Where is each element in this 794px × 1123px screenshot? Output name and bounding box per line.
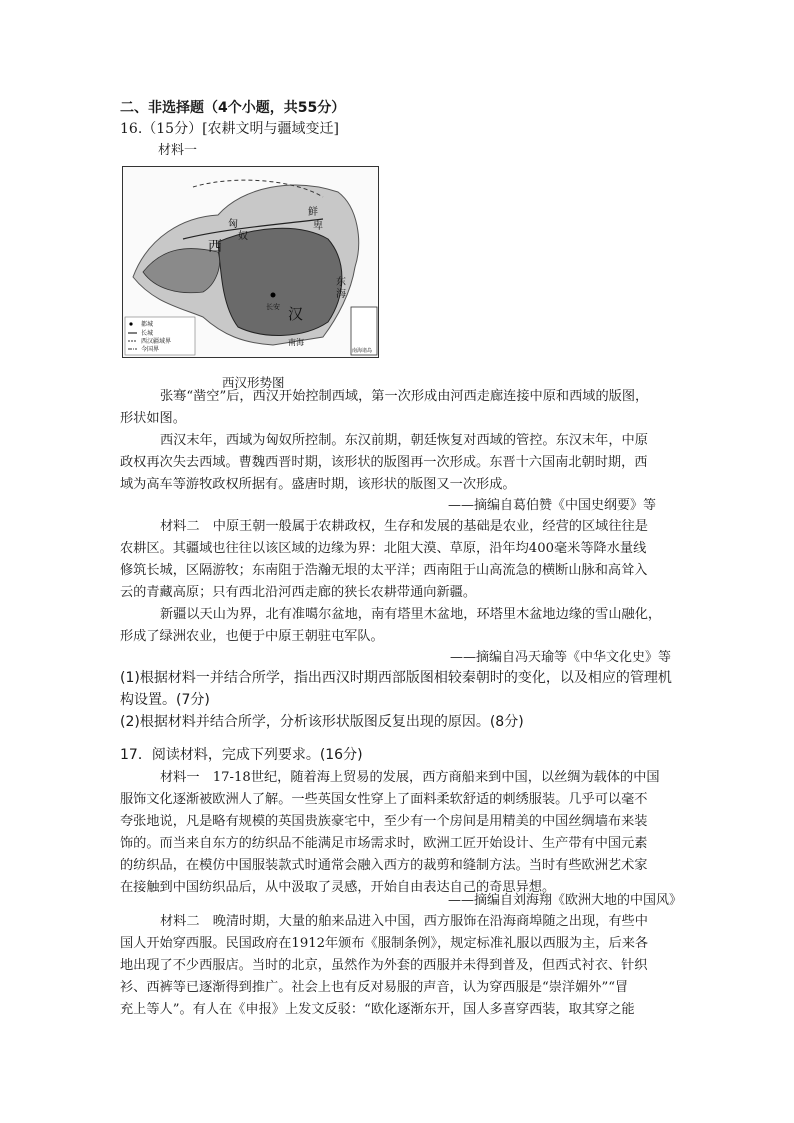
map-label-xianbei-1: 鲜 xyxy=(308,207,318,218)
text-line: 在接触到中国纺织品后，从中汲取了灵感，开始自由表达自己的奇思异想。 xyxy=(120,880,556,895)
text-line: 政权再次失去西域。曹魏西晋时期，该形状的版图再一次形成。东晋十六国南北朝时期，西 xyxy=(120,455,648,470)
text-line: 云的青藏高原；只有西北沿河西走廊的狭长农耕带通向新疆。 xyxy=(120,585,477,600)
map-label-han: 汉 xyxy=(288,305,304,323)
text-line: 域为高车等游牧政权所据有。盛唐时期，该形状的版图又一次形成。 xyxy=(120,477,516,492)
source-citation: ——摘编自葛伯赞《中国史纲要》等 xyxy=(448,498,657,513)
map-legend-item: 都城 xyxy=(141,321,154,328)
map-label-xiongnu-2: 奴 xyxy=(238,231,248,242)
text-line: 饰的。而当来自东方的纺织品不能满足市场需求时，欧洲工匠开始设计、生产带有中国元素 xyxy=(120,836,648,851)
question-16-title: 16.（15分）[农耕文明与疆域变迁] xyxy=(120,121,340,137)
section-title: 二、非选择题（4个小题，共55分） xyxy=(120,100,346,116)
question-17-title: 17．阅读材料，完成下列要求。(16分) xyxy=(120,747,363,763)
text-line: 地出现了不少西服店。当时的北京，虽然作为外套的西服并未得到普及，但西式衬衣、针织 xyxy=(120,958,648,973)
question-text: 构设置。(7分) xyxy=(120,692,210,708)
map-caption: 西汉形势图 xyxy=(222,375,285,390)
text-line: 农耕区。其疆域也往往以该区域的边缘为界：北阻大漠、草原，沿年均400毫米等降水量线 xyxy=(120,541,647,556)
source-citation: ——摘编自刘海翔《欧洲大地的中国风》 xyxy=(448,893,683,908)
text-line: 国人开始穿西服。民国政府在1912年颁布《服制条例》，规定标准礼服以西服为主，后来各 xyxy=(120,936,649,951)
map-label-nanhai: 南海 xyxy=(288,338,304,347)
map-legend-item: 西汉疆域界 xyxy=(141,338,172,345)
text-line: 新疆以天山为界，北有准噶尔盆地，南有塔里木盆地，环塔里木盆地边缘的雪山融化， xyxy=(160,607,662,622)
map-label-changan: 长安 xyxy=(266,303,280,311)
text-line: 的纺织品，在模仿中国服装款式时通常会融入西方的裁剪和缝制方法。当时有些欧洲艺术家 xyxy=(120,858,648,873)
source-citation: ——摘编自冯天瑜等《中华文化史》等 xyxy=(450,650,672,665)
western-han-map xyxy=(122,166,379,358)
text-line: 修筑长城，区隔游牧；东南阻于浩瀚无垠的太平洋；西南阻于山高流急的横断山脉和高耸入 xyxy=(120,563,648,578)
text-line: 材料二 晚清时期，大量的舶来品进入中国，西方服饰在沿海商埠随之出现，有些中 xyxy=(160,914,648,929)
text-line: 服饰文化逐渐被欧洲人了解。一些英国女性穿上了面料柔软舒适的刺绣服装。几乎可以毫不 xyxy=(120,792,648,807)
map-figure xyxy=(123,167,378,357)
text-line: 张骞“凿空”后，西汉开始控制西域，第一次形成由河西走廊连接中原和西域的版图， xyxy=(160,389,649,404)
text-line: 西汉末年，西域为匈奴所控制。东汉前期，朝廷恢复对西域的管控。东汉末年，中原 xyxy=(160,433,648,448)
question-text: (2)根据材料并结合所学，分析该形状版图反复出现的原因。(8分) xyxy=(120,714,524,730)
map-label-dong: 东 xyxy=(336,277,346,288)
material-1-label: 材料一 xyxy=(158,143,198,158)
text-line: 夸张地说，凡是略有规模的英国贵族豪宅中，至少有一个房间是用精美的中国丝绸墙布来装 xyxy=(120,814,648,829)
text-line: 衫、西裤等已逐渐得到推广。社会上也有反对易服的声音，认为穿西服是“崇洋媚外”“冒 xyxy=(120,980,629,995)
map-label-xi: 西 xyxy=(208,239,222,255)
map-label-xianbei-2: 卑 xyxy=(313,221,323,232)
map-legend-item: 今国界 xyxy=(141,346,160,353)
map-legend-item: 长城 xyxy=(141,330,154,337)
question-text: (1)根据材料一并结合所学，指出西汉时期西部版图相较秦朝时的变化，以及相应的管理机 xyxy=(120,670,672,686)
map-label-xiongnu-1: 匈 xyxy=(228,219,238,230)
text-line: 充上等人”。有人在《申报》上发文反驳：“欧化逐渐东开，国人多喜穿西装，取其穿之能 xyxy=(120,1002,635,1017)
map-label-inset: 南海诸岛 xyxy=(352,348,373,354)
text-line: 材料一 17-18世纪，随着海上贸易的发展，西方商船来到中国，以丝绸为载体的中国 xyxy=(160,770,660,785)
text-line: 形状如图。 xyxy=(120,411,186,426)
text-line: 材料二 中原王朝一般属于农耕政权，生存和发展的基础是农业，经营的区域往往是 xyxy=(160,519,648,534)
text-line: 形成了绿洲农业，也便于中原王朝驻屯军队。 xyxy=(120,629,384,644)
map-label-hai: 海 xyxy=(336,289,346,300)
